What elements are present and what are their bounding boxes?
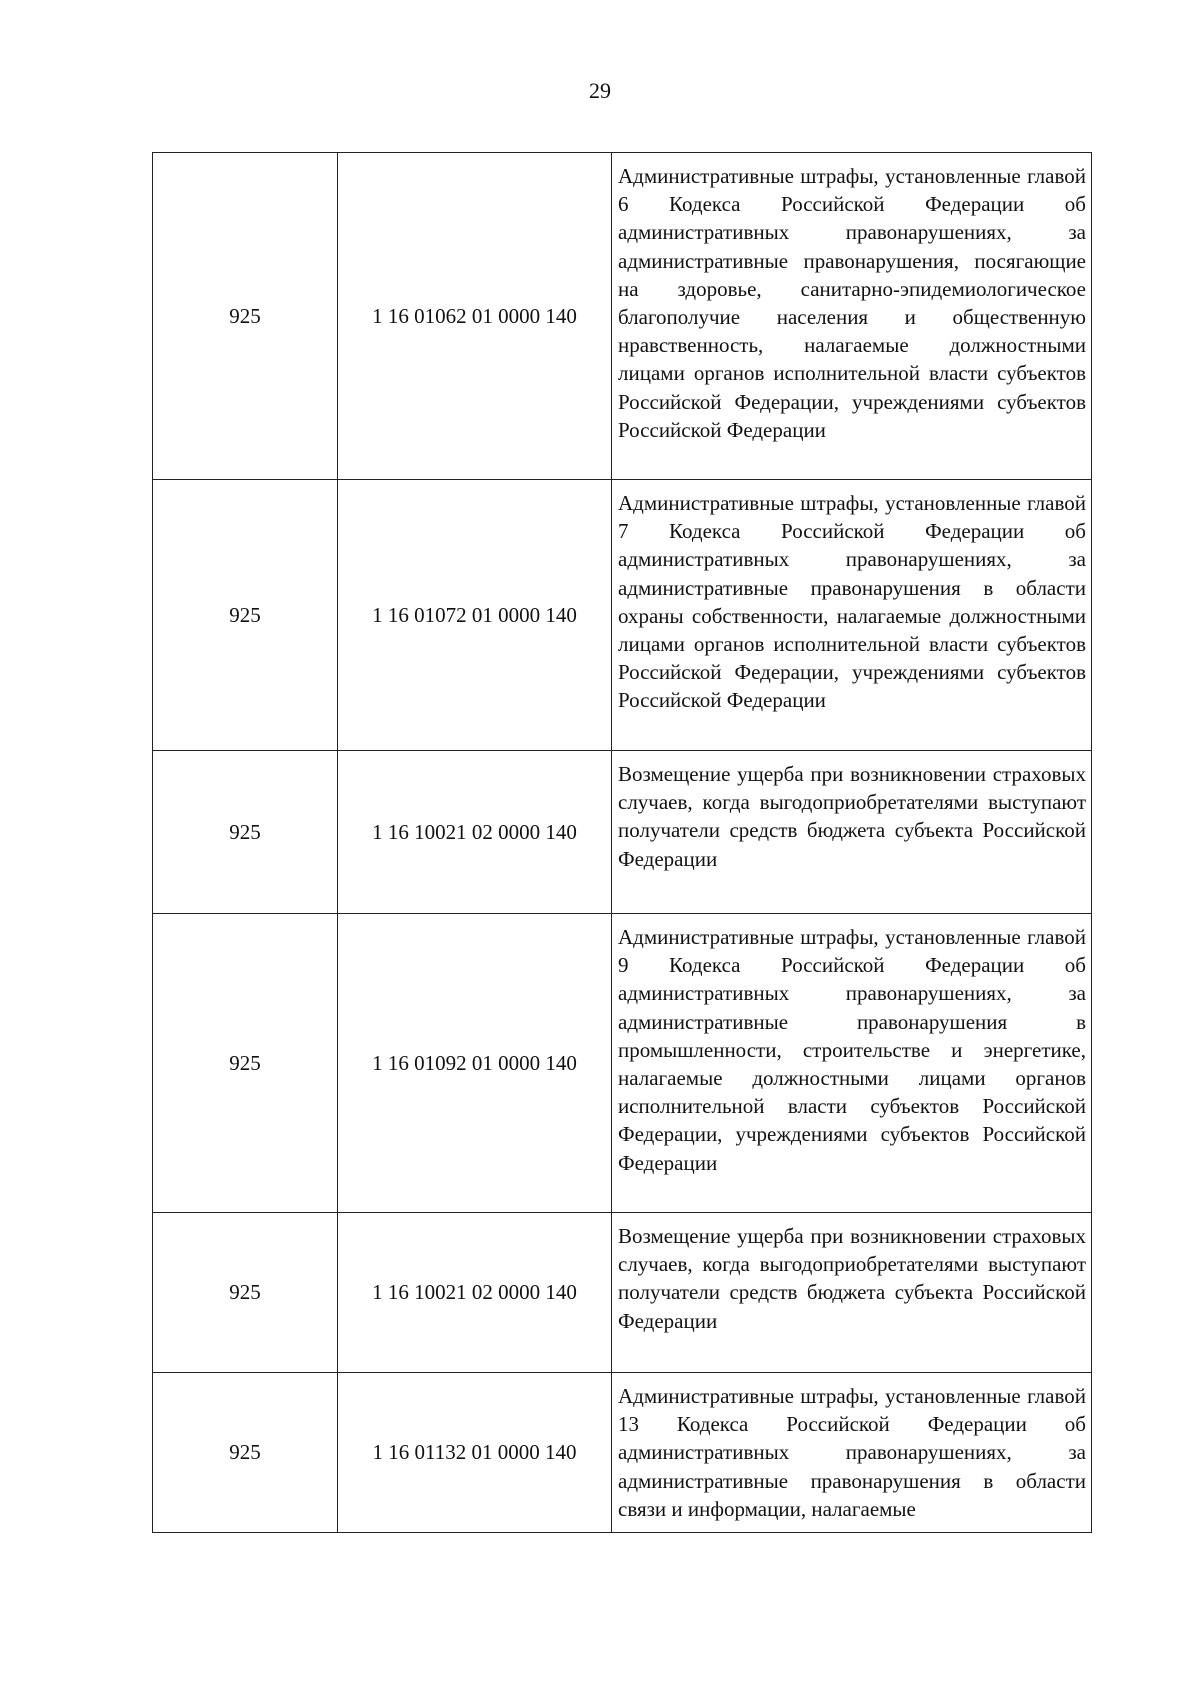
budget-code-cell: 1 16 10021 02 0000 140: [338, 751, 612, 914]
description-cell: [612, 751, 1092, 914]
budget-code-cell: 1 16 01092 01 0000 140: [338, 914, 612, 1213]
description-text: Административные штрафы, установленные главой 13 Кодекса Российской Федерации об административных правонарушениях, за административные правонарушения в области связи и информации, налагаемые: [618, 1384, 1086, 1521]
page-number: 29: [589, 78, 611, 103]
table-row: [153, 480, 1092, 751]
table-row: [153, 914, 1092, 1213]
table-row: [153, 1373, 1092, 1533]
admin-code-cell: 925: [153, 1213, 338, 1373]
budget-code-cell: 1 16 01062 01 0000 140: [338, 153, 612, 480]
admin-code-cell: 925: [153, 153, 338, 480]
description-cell: [612, 1373, 1092, 1533]
admin-code-cell: 925: [153, 914, 338, 1213]
table-row: [153, 751, 1092, 914]
budget-code-cell: 1 16 10021 02 0000 140: [338, 1213, 612, 1373]
description-cell: [612, 914, 1092, 1213]
budget-code-cell: 1 16 01132 01 0000 140: [338, 1373, 612, 1533]
description-text: Административные штрафы, установленные главой 7 Кодекса Российской Федерации об административных правонарушениях, за административные правонарушения в области охраны собственности, налагаемые должностными лицами органов исполнительной власти субъектов Российской Федерации, учреждениями субъектов Российской Федерации: [618, 491, 1086, 713]
admin-code-cell: 925: [153, 480, 338, 751]
table-row: [153, 1213, 1092, 1373]
description-text: Административные штрафы, установленные главой 6 Кодекса Российской Федерации об административных правонарушениях, за административные правонарушения, посягающие на здоровье, санитарно-эпидемиологическое благополучие населения и общественную нравственность, налагаемые должностными лицами органов исполнительной власти субъектов Российской Федерации, учреждениями субъектов Российской Федерации: [618, 164, 1086, 442]
description-text: Возмещение ущерба при возникновении страховых случаев, когда выгодоприобретателями выступают получатели средств бюджета субъекта Российской Федерации: [618, 1224, 1086, 1333]
admin-code-cell: 925: [153, 1373, 338, 1533]
table-row: [153, 153, 1092, 480]
description-text: Возмещение ущерба при возникновении страховых случаев, когда выгодоприобретателями выступают получатели средств бюджета субъекта Российской Федерации: [618, 762, 1086, 871]
admin-code-cell: 925: [153, 751, 338, 914]
description-cell: [612, 1213, 1092, 1373]
description-cell: [612, 480, 1092, 751]
description-cell: [612, 153, 1092, 480]
budget-code-cell: 1 16 01072 01 0000 140: [338, 480, 612, 751]
budget-codes-table: [152, 152, 1092, 1533]
description-text: Административные штрафы, установленные главой 9 Кодекса Российской Федерации об административных правонарушениях, за административные правонарушения в промышленности, строительстве и энергетике, налагаемые должностными лицами органов исполнительной власти субъектов Российской Федерации, учреждениями субъектов Российской Федерации: [618, 925, 1086, 1175]
